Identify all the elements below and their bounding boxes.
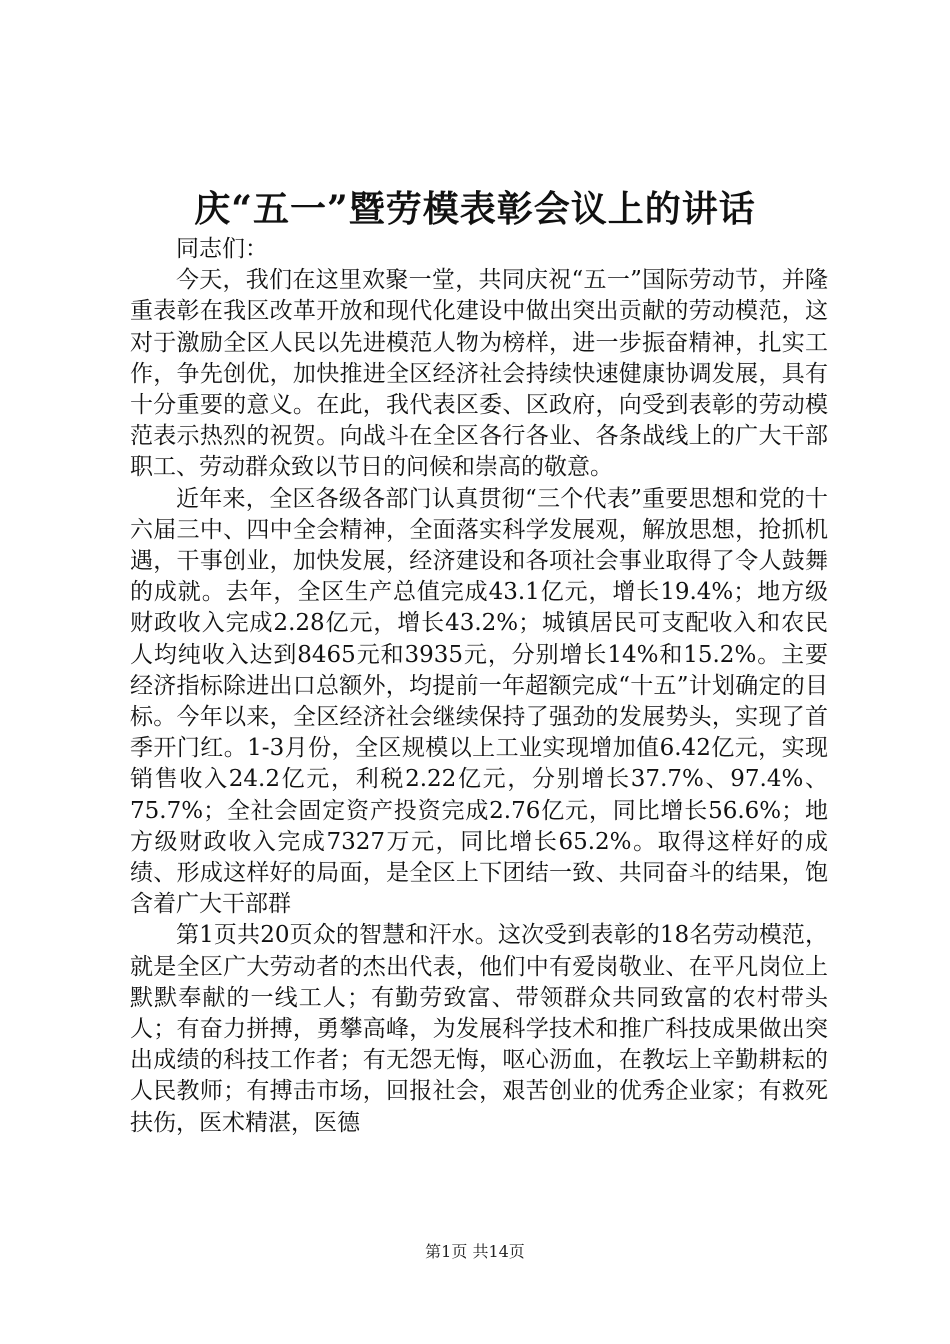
paragraph-3: 第1页共20页众的智慧和汗水。这次受到表彰的18名劳动模范，就是全区广大劳动者的杰出代表，他们中有爱岗敬业、在平凡岗位上默默奉献的一线工人；有勤劳致富、带领群众共同致富的农村带头人；有奋力拼搏，勇攀高峰，为发展科学技术和推广科技成果做出突出成绩的科技工作者；有无怨无悔，呕心沥血，在教坛上辛勤耕耘的人民教师；有搏击市场，回报社会，艰苦创业的优秀企业家；有救死扶伤，医术精湛，医德 (130, 922, 828, 1136)
paragraph-1: 今天，我们在这里欢聚一堂，共同庆祝“五一”国际劳动节，并隆重表彰在我区改革开放和现代化建设中做出突出贡献的劳动模范，这对于激励全区人民以先进模范人物为榜样，进一步振奋精神，扎实工作，争先创优，加快推进全区经济社会持续快速健康协调发展，具有十分重要的意义。在此，我代表区委、区政府，向受到表彰的劳动模范表示热烈的祝贺。向战斗在全区各行各业、各条战线上的广大干部职工、劳动群众致以节日的问候和崇高的敬意。 (130, 267, 828, 481)
page-number-footer: 第1页 共14页 (425, 1242, 525, 1261)
paragraph-2: 近年来，全区各级各部门认真贯彻“三个代表”重要思想和党的十六届三中、四中全会精神，全面落实科学发展观，解放思想，抢抓机遇，干事创业，加快发展，经济建设和各项社会事业取得了令人鼓舞的成就。去年，全区生产总值完成43.1亿元，增长19.4%；地方级财政收入完成2.28亿元，增长43.2%；城镇居民可支配收入和农民人均纯收入达到8465元和3935元，分别增长14%和15.2%。主要经济指标除进出口总额外，均提前一年超额完成“十五”计划确定的目标。今年以来，全区经济社会继续保持了强劲的发展势头，实现了首季开门红。1-3月份，全区规模以上工业实现增加值6.42亿元，实现销售收入24.2亿元，利税2.22亿元，分别增长37.7%、97.4%、75.7%；全社会固定资产投资完成2.76亿元，同比增长56.6%；地方级财政收入完成7327万元，同比增长65.2%。取得这样好的成绩、形成这样好的局面，是全区上下团结一致、共同奋斗的结果，饱含着广大干部群 (130, 485, 828, 918)
document-title: 庆“五一”暨劳模表彰会议上的讲话 (194, 188, 756, 230)
document-body (130, 234, 828, 1139)
salutation: 同志们： (176, 236, 268, 262)
